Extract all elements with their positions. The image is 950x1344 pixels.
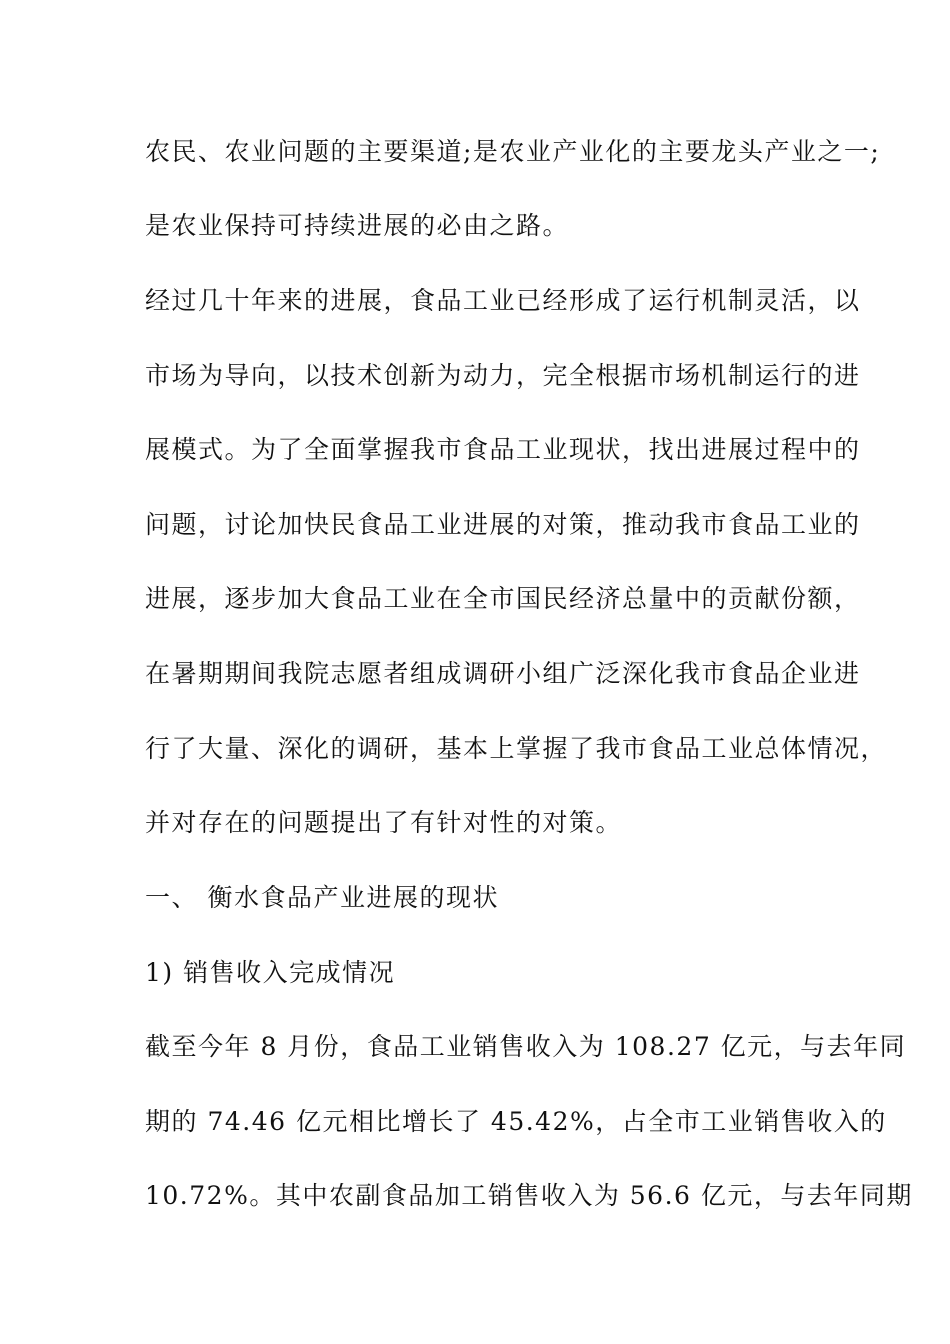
subsection-heading: 1) 销售收入完成情况 xyxy=(145,958,396,987)
paragraph-line: 市场为导向，以技术创新为动力，完全根据市场机制运行的进 xyxy=(145,361,861,390)
paragraph-line: 是农业保持可持续进展的必由之路。 xyxy=(145,211,570,240)
paragraph-line: 10.72%。其中农副食品加工销售收入为 56.6 亿元，与去年同期 xyxy=(145,1181,913,1210)
paragraph-line: 并对存在的问题提出了有针对性的对策。 xyxy=(145,808,623,837)
paragraph-line: 行了大量、深化的调研，基本上掌握了我市食品工业总体情况， xyxy=(145,734,888,763)
paragraph-line: 期的 74.46 亿元相比增长了 45.42%，占全市工业销售收入的 xyxy=(145,1107,887,1136)
paragraph-line: 进展，逐步加大食品工业在全市国民经济总量中的贡献份额， xyxy=(145,584,861,613)
paragraph-line: 农民、农业问题的主要渠道;是农业产业化的主要龙头产业之一; xyxy=(145,137,881,166)
paragraph-line: 经过几十年来的进展，食品工业已经形成了运行机制灵活，以 xyxy=(145,286,861,315)
paragraph-line: 在暑期期间我院志愿者组成调研小组广泛深化我市食品企业进 xyxy=(145,659,861,688)
paragraph-line: 问题，讨论加快民食品工业进展的对策，推动我市食品工业的 xyxy=(145,510,861,539)
section-heading: 一、 衡水食品产业进展的现状 xyxy=(145,883,499,912)
paragraph-line: 展模式。为了全面掌握我市食品工业现状，找出进展过程中的 xyxy=(145,435,861,464)
paragraph-line: 截至今年 8 月份，食品工业销售收入为 108.27 亿元，与去年同 xyxy=(145,1032,907,1061)
